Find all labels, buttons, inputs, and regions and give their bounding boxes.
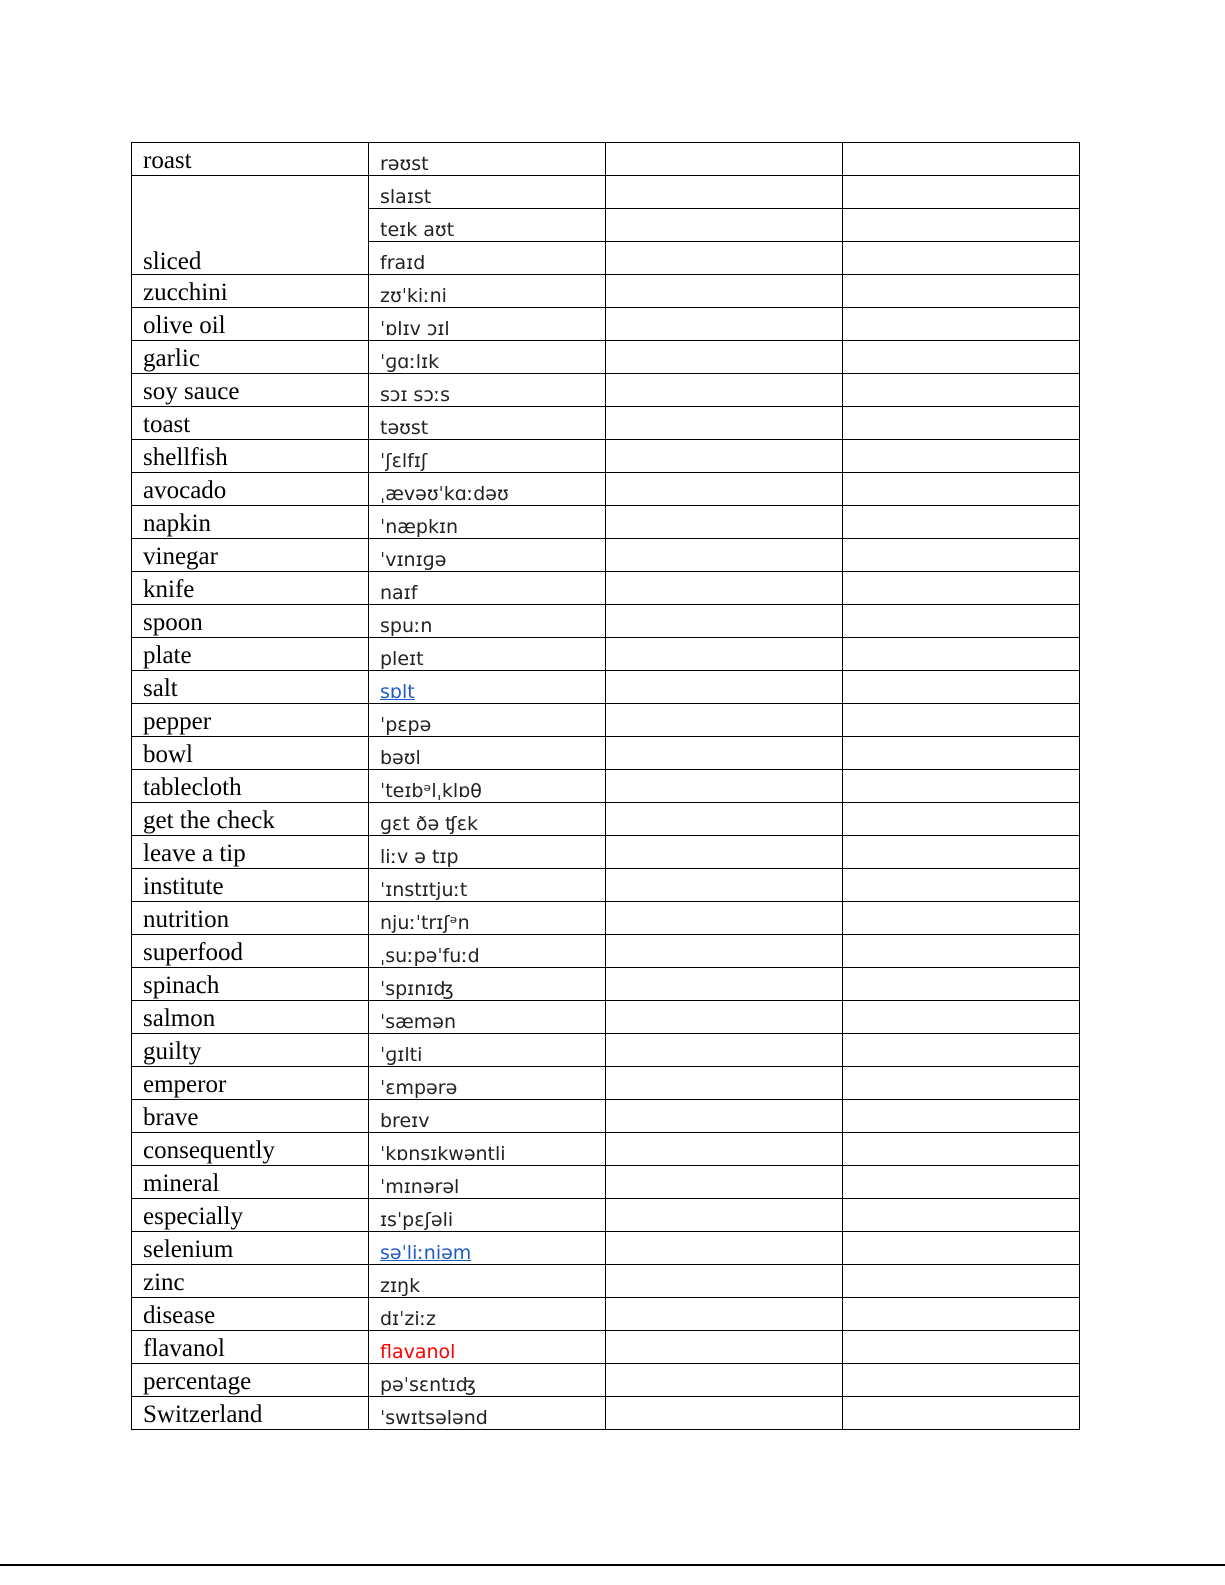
ipa-cell: [369, 572, 606, 605]
table-row: [132, 539, 1080, 572]
ipa-text: dɪˈziːz: [380, 1308, 436, 1330]
empty-cell[interactable]: [606, 1331, 843, 1364]
empty-cell[interactable]: [843, 704, 1080, 737]
empty-cell[interactable]: [843, 539, 1080, 572]
word-text: pepper: [143, 708, 212, 735]
empty-cell[interactable]: [843, 506, 1080, 539]
empty-cell[interactable]: [606, 869, 843, 902]
ipa-text: ˈspɪnɪʤ: [380, 978, 454, 1000]
word-cell: [132, 737, 369, 770]
ipa-text: təʊst: [380, 417, 429, 439]
ipa-text: rəʊst: [380, 153, 429, 175]
word-cell: [132, 1397, 369, 1430]
empty-cell[interactable]: [606, 1034, 843, 1067]
empty-cell[interactable]: [843, 473, 1080, 506]
ipa-cell: [369, 770, 606, 803]
word-text: consequently: [143, 1137, 275, 1164]
ipa-cell: [369, 638, 606, 671]
ipa-cell: [369, 341, 606, 374]
ipa-text: pleɪt: [380, 648, 424, 670]
word-cell: [132, 671, 369, 704]
word-text: sliced: [143, 248, 202, 275]
empty-cell[interactable]: [606, 308, 843, 341]
word-text: leave a tip: [143, 840, 246, 867]
word-text: mineral: [143, 1170, 220, 1197]
ipa-cell: [369, 473, 606, 506]
ipa-text: teɪk aʊt: [380, 219, 455, 241]
word-text: Switzerland: [143, 1401, 263, 1428]
word-text: toast: [143, 411, 191, 438]
empty-cell[interactable]: [606, 803, 843, 836]
empty-cell[interactable]: [843, 1298, 1080, 1331]
empty-cell[interactable]: [606, 638, 843, 671]
word-text: spinach: [143, 972, 220, 999]
word-cell: [132, 1232, 369, 1265]
word-text: olive oil: [143, 312, 226, 339]
ipa-cell: [369, 440, 606, 473]
word-text: selenium: [143, 1236, 234, 1263]
word-text: institute: [143, 873, 224, 900]
word-text: emperor: [143, 1071, 227, 1098]
empty-cell[interactable]: [606, 539, 843, 572]
word-cell: [132, 1265, 369, 1298]
word-cell: [132, 1067, 369, 1100]
ipa-cell: [369, 1199, 606, 1232]
table-row: [132, 1298, 1080, 1331]
empty-cell[interactable]: [606, 1265, 843, 1298]
table-row: [132, 770, 1080, 803]
table-row: [132, 275, 1080, 308]
word-cell: [132, 275, 369, 308]
empty-cell[interactable]: [843, 803, 1080, 836]
table-row: [132, 1397, 1080, 1430]
word-text: nutrition: [143, 906, 230, 933]
word-text: plate: [143, 642, 192, 669]
ipa-text: ɡɛt ðə ʧɛk: [380, 813, 479, 835]
ipa-text: ˈʃɛlfɪʃ: [380, 450, 428, 472]
ipa-text: ˈswɪtsələnd: [380, 1407, 488, 1429]
ipa-cell: [369, 968, 606, 1001]
word-text: soy sauce: [143, 378, 240, 405]
ipa-text: bəʊl: [380, 747, 421, 769]
ipa-cell: [369, 737, 606, 770]
empty-cell[interactable]: [843, 1331, 1080, 1364]
word-text: flavanol: [143, 1335, 225, 1362]
word-text: salt: [143, 675, 178, 702]
ipa-cell: [369, 902, 606, 935]
ipa-link[interactable]: səˈliːniəm: [380, 1242, 472, 1264]
table-row: [132, 1199, 1080, 1232]
empty-cell[interactable]: [843, 1067, 1080, 1100]
empty-cell[interactable]: [843, 968, 1080, 1001]
word-cell: [132, 506, 369, 539]
empty-cell[interactable]: [606, 1298, 843, 1331]
ipa-cell: [369, 1166, 606, 1199]
ipa-cell: [369, 1364, 606, 1397]
empty-cell[interactable]: [843, 605, 1080, 638]
empty-cell[interactable]: [606, 209, 843, 242]
word-text: spoon: [143, 609, 203, 636]
ipa-cell: [369, 605, 606, 638]
empty-cell[interactable]: [843, 374, 1080, 407]
ipa-cell: [369, 836, 606, 869]
table-row: [132, 803, 1080, 836]
empty-cell[interactable]: [606, 473, 843, 506]
ipa-cell: [369, 209, 606, 242]
empty-cell[interactable]: [843, 836, 1080, 869]
ipa-text: ˈpɛpə: [380, 714, 432, 736]
ipa-text: fraɪd: [380, 252, 426, 274]
ipa-text: pəˈsɛntɪʤ: [380, 1374, 476, 1396]
word-text: knife: [143, 576, 195, 603]
word-cell: [132, 770, 369, 803]
ipa-text: ˈɒlɪv ɔɪl: [380, 318, 450, 340]
empty-cell[interactable]: [843, 407, 1080, 440]
table-row: [132, 1100, 1080, 1133]
empty-cell[interactable]: [606, 1067, 843, 1100]
word-cell-merged: [132, 176, 369, 275]
word-cell: [132, 374, 369, 407]
word-cell: [132, 1166, 369, 1199]
word-cell: [132, 473, 369, 506]
empty-cell[interactable]: [843, 1397, 1080, 1430]
empty-cell[interactable]: [606, 704, 843, 737]
ipa-cell: [369, 1067, 606, 1100]
table-row: [132, 341, 1080, 374]
empty-cell[interactable]: [843, 935, 1080, 968]
word-cell: [132, 143, 369, 176]
ipa-cell: [369, 869, 606, 902]
word-cell: [132, 1133, 369, 1166]
table-row: [132, 1364, 1080, 1397]
vocabulary-table: [131, 142, 1080, 1430]
word-cell: [132, 572, 369, 605]
empty-cell[interactable]: [843, 440, 1080, 473]
word-cell: [132, 836, 369, 869]
table-row: [132, 506, 1080, 539]
table-row: [132, 473, 1080, 506]
ipa-text: ˈmɪnərəl: [380, 1176, 460, 1198]
ipa-text: ˈnæpkɪn: [380, 516, 459, 538]
table-row: [132, 1034, 1080, 1067]
empty-cell[interactable]: [606, 1397, 843, 1430]
table-row: [132, 1166, 1080, 1199]
empty-cell[interactable]: [606, 1100, 843, 1133]
page-bottom-rule: [0, 1564, 1225, 1566]
empty-cell[interactable]: [843, 1166, 1080, 1199]
ipa-text: ˌævəʊˈkɑːdəʊ: [380, 483, 509, 505]
ipa-text: ɪsˈpɛʃəli: [380, 1209, 454, 1231]
empty-cell[interactable]: [606, 506, 843, 539]
word-text: salmon: [143, 1005, 216, 1032]
word-text: disease: [143, 1302, 216, 1329]
empty-cell[interactable]: [843, 209, 1080, 242]
word-cell: [132, 341, 369, 374]
empty-cell[interactable]: [606, 671, 843, 704]
empty-cell[interactable]: [606, 176, 843, 209]
ipa-text: sɔɪ sɔːs: [380, 384, 451, 406]
ipa-cell: [369, 1397, 606, 1430]
table-row: [132, 1331, 1080, 1364]
empty-cell[interactable]: [606, 737, 843, 770]
empty-cell[interactable]: [606, 572, 843, 605]
word-text: roast: [143, 147, 192, 174]
empty-cell[interactable]: [606, 1199, 843, 1232]
empty-cell[interactable]: [843, 572, 1080, 605]
word-text: percentage: [143, 1368, 252, 1395]
table-row: [132, 1067, 1080, 1100]
ipa-text: ˈsæmən: [380, 1011, 457, 1033]
word-cell: [132, 1001, 369, 1034]
word-text: guilty: [143, 1038, 202, 1065]
empty-cell[interactable]: [606, 1364, 843, 1397]
empty-cell[interactable]: [606, 836, 843, 869]
empty-cell[interactable]: [843, 1265, 1080, 1298]
word-cell: [132, 704, 369, 737]
ipa-text: naɪf: [380, 582, 418, 604]
empty-cell[interactable]: [843, 341, 1080, 374]
word-cell: [132, 968, 369, 1001]
empty-cell[interactable]: [606, 1166, 843, 1199]
word-text: superfood: [143, 939, 243, 966]
empty-cell[interactable]: [843, 176, 1080, 209]
ipa-cell: [369, 176, 606, 209]
word-cell: [132, 803, 369, 836]
ipa-cell: [369, 1001, 606, 1034]
empty-cell[interactable]: [606, 275, 843, 308]
table-row: [132, 968, 1080, 1001]
ipa-cell: [369, 506, 606, 539]
word-cell: [132, 902, 369, 935]
table-row: [132, 638, 1080, 671]
vocabulary-table-body: [132, 143, 1080, 1430]
word-text: brave: [143, 1104, 199, 1131]
table-row: [132, 836, 1080, 869]
ipa-text: zɪŋk: [380, 1275, 421, 1297]
word-cell: [132, 440, 369, 473]
table-row: [132, 440, 1080, 473]
ipa-text: liːv ə tɪp: [380, 846, 459, 868]
table-row: [132, 1133, 1080, 1166]
word-cell: [132, 539, 369, 572]
ipa-text: ˈkɒnsɪkwəntli: [380, 1143, 506, 1165]
table-row: [132, 902, 1080, 935]
empty-cell[interactable]: [843, 1199, 1080, 1232]
empty-cell[interactable]: [606, 1001, 843, 1034]
word-cell: [132, 605, 369, 638]
table-row: [132, 143, 1080, 176]
word-text: avocado: [143, 477, 227, 504]
ipa-cell: [369, 143, 606, 176]
empty-cell[interactable]: [843, 671, 1080, 704]
empty-cell[interactable]: [843, 902, 1080, 935]
word-cell: [132, 935, 369, 968]
ipa-text: flavanol: [380, 1341, 456, 1363]
ipa-text: spuːn: [380, 615, 433, 637]
ipa-cell: [369, 1265, 606, 1298]
table-row: [132, 176, 1080, 209]
table-row: [132, 374, 1080, 407]
ipa-text: ˌsuːpəˈfuːd: [380, 945, 480, 967]
table-row: [132, 935, 1080, 968]
empty-cell[interactable]: [606, 770, 843, 803]
empty-cell[interactable]: [606, 440, 843, 473]
empty-cell[interactable]: [843, 242, 1080, 275]
ipa-cell: [369, 803, 606, 836]
ipa-text: ˈvɪnɪɡə: [380, 549, 447, 571]
ipa-text: ˈɡɑːlɪk: [380, 351, 440, 373]
word-text: get the check: [143, 807, 275, 834]
ipa-cell: [369, 935, 606, 968]
table-row: [132, 671, 1080, 704]
ipa-cell: [369, 242, 606, 275]
word-cell: [132, 1331, 369, 1364]
table-row: [132, 407, 1080, 440]
table-row: [132, 308, 1080, 341]
word-cell: [132, 308, 369, 341]
table-row: [132, 737, 1080, 770]
empty-cell[interactable]: [843, 1364, 1080, 1397]
word-text: zucchini: [143, 279, 228, 306]
word-text: especially: [143, 1203, 243, 1230]
ipa-text: ˈteɪbᵊlˌklɒθ: [380, 780, 482, 802]
empty-cell[interactable]: [606, 242, 843, 275]
ipa-cell: [369, 671, 606, 704]
ipa-cell: [369, 1298, 606, 1331]
word-cell: [132, 407, 369, 440]
ipa-text: ˈɡɪlti: [380, 1044, 423, 1066]
empty-cell[interactable]: [606, 143, 843, 176]
word-text: shellfish: [143, 444, 228, 471]
ipa-cell: [369, 704, 606, 737]
table-row: [132, 572, 1080, 605]
word-cell: [132, 1034, 369, 1067]
ipa-link[interactable]: sɒlt: [380, 681, 415, 703]
ipa-text: zʊˈkiːni: [380, 285, 447, 307]
empty-cell[interactable]: [843, 1034, 1080, 1067]
table-row: [132, 1232, 1080, 1265]
empty-cell[interactable]: [843, 308, 1080, 341]
empty-cell[interactable]: [843, 737, 1080, 770]
ipa-cell: [369, 539, 606, 572]
empty-cell[interactable]: [843, 275, 1080, 308]
ipa-cell: [369, 308, 606, 341]
word-cell: [132, 638, 369, 671]
word-cell: [132, 869, 369, 902]
empty-cell[interactable]: [843, 143, 1080, 176]
empty-cell[interactable]: [843, 638, 1080, 671]
ipa-text: slaɪst: [380, 186, 432, 208]
word-text: napkin: [143, 510, 212, 537]
empty-cell[interactable]: [606, 605, 843, 638]
empty-cell[interactable]: [606, 968, 843, 1001]
word-cell: [132, 1199, 369, 1232]
table-row: [132, 1001, 1080, 1034]
word-text: bowl: [143, 741, 193, 768]
empty-cell[interactable]: [606, 1133, 843, 1166]
table-row: [132, 704, 1080, 737]
ipa-cell: [369, 1100, 606, 1133]
word-cell: [132, 1100, 369, 1133]
word-cell: [132, 1364, 369, 1397]
ipa-cell: [369, 407, 606, 440]
empty-cell[interactable]: [606, 407, 843, 440]
empty-cell[interactable]: [843, 869, 1080, 902]
empty-cell[interactable]: [843, 1100, 1080, 1133]
ipa-cell: [369, 1232, 606, 1265]
ipa-text: ˈɪnstɪtjuːt: [380, 879, 468, 901]
empty-cell[interactable]: [606, 1232, 843, 1265]
ipa-cell: [369, 1331, 606, 1364]
ipa-text: ˈɛmpərə: [380, 1077, 458, 1099]
ipa-cell: [369, 275, 606, 308]
empty-cell[interactable]: [606, 902, 843, 935]
ipa-cell: [369, 1133, 606, 1166]
word-cell: [132, 1298, 369, 1331]
empty-cell[interactable]: [843, 1133, 1080, 1166]
ipa-cell: [369, 1034, 606, 1067]
table-row: [132, 1265, 1080, 1298]
word-text: vinegar: [143, 543, 218, 570]
empty-cell[interactable]: [606, 935, 843, 968]
word-text: zinc: [143, 1269, 185, 1296]
empty-cell[interactable]: [843, 1001, 1080, 1034]
table-row: [132, 869, 1080, 902]
word-text: garlic: [143, 345, 200, 372]
empty-cell[interactable]: [606, 341, 843, 374]
ipa-cell: [369, 374, 606, 407]
empty-cell[interactable]: [843, 1232, 1080, 1265]
word-text: tablecloth: [143, 774, 242, 801]
table-row: [132, 605, 1080, 638]
ipa-text: njuːˈtrɪʃᵊn: [380, 912, 470, 934]
empty-cell[interactable]: [606, 374, 843, 407]
empty-cell[interactable]: [843, 770, 1080, 803]
ipa-text: breɪv: [380, 1110, 430, 1132]
